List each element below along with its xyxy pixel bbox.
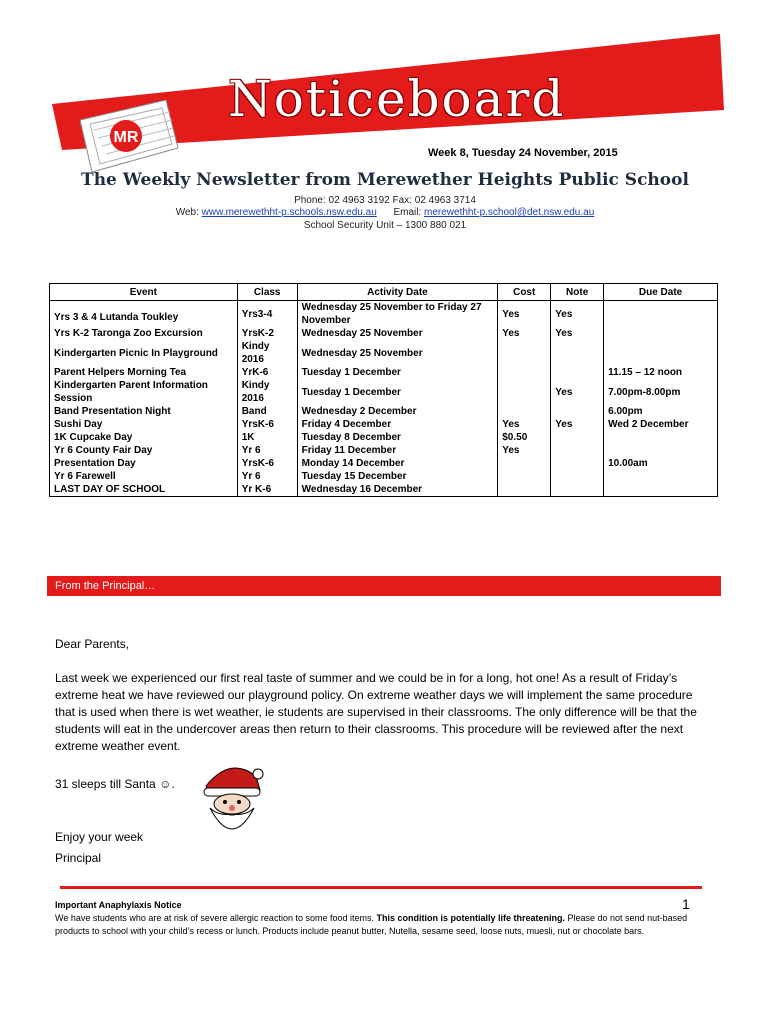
class-cell: YrsK-6: [237, 457, 297, 470]
web-email-line: [0, 207, 770, 218]
email-label: Email:: [393, 207, 422, 218]
table-row: [50, 301, 718, 328]
class-cell: YrK-6: [237, 366, 297, 379]
event-cell: Sushi Day: [50, 418, 238, 431]
table-row: [50, 431, 718, 444]
class-cell: Yr K-6: [237, 483, 297, 497]
cost-cell: Yes: [498, 327, 551, 340]
noticeboard-banner: [52, 34, 724, 150]
header-due-date: Due Date: [604, 284, 718, 301]
santa-line: 31 sleeps till Santa ☺.: [55, 777, 175, 791]
anaphylaxis-title: Important Anaphylaxis Notice: [55, 900, 182, 910]
class-cell: Yr 6: [237, 470, 297, 483]
cost-cell: [498, 470, 551, 483]
header-event: Event: [50, 284, 238, 301]
anaphylaxis-warning: This condition is potentially life threatening.: [376, 913, 566, 923]
due-date-cell: [604, 431, 718, 444]
cost-cell: [498, 366, 551, 379]
due-date-cell: 6.00pm: [604, 405, 718, 418]
event-cell: Yr 6 County Fair Day: [50, 444, 238, 457]
due-date-cell: [604, 483, 718, 497]
principal-heading: From the Principal…: [47, 576, 721, 596]
web-link[interactable]: www.merewethht-p.schools.nsw.edu.au: [201, 207, 377, 218]
due-date-cell: [604, 340, 718, 366]
event-cell: Presentation Day: [50, 457, 238, 470]
note-cell: [551, 470, 604, 483]
class-cell: YrsK-6: [237, 418, 297, 431]
activity-date-cell: Wednesday 16 December: [297, 483, 498, 497]
table-row: [50, 340, 718, 366]
note-cell: [551, 431, 604, 444]
phone-fax: Phone: 02 4963 3192 Fax: 02 4963 3714: [294, 195, 476, 206]
class-cell: Yr 6: [237, 444, 297, 457]
security-line: School Security Unit – 1300 880 021: [303, 220, 467, 231]
cost-cell: [498, 483, 551, 497]
noticeboard-title: Noticeboard: [228, 70, 566, 128]
due-date-cell: 7.00pm-8.00pm: [604, 379, 718, 405]
event-cell: 1K Cupcake Day: [50, 431, 238, 444]
note-cell: [551, 457, 604, 470]
activity-date-cell: Wednesday 25 November: [297, 327, 498, 340]
note-cell: Yes: [551, 379, 604, 405]
cost-cell: Yes: [498, 418, 551, 431]
table-row: [50, 327, 718, 340]
event-cell: Parent Helpers Morning Tea: [50, 366, 238, 379]
activity-date-cell: Tuesday 1 December: [297, 366, 498, 379]
activity-date-cell: Friday 4 December: [297, 418, 498, 431]
signature: Principal: [55, 851, 102, 865]
anaphylaxis-notice: [55, 912, 715, 938]
table-row: [50, 470, 718, 483]
newsletter-title: The Weekly Newsletter from Merewether Heights Public School: [81, 170, 689, 190]
cost-cell: [498, 340, 551, 366]
class-cell: Kindy 2016: [237, 379, 297, 405]
table-row: [50, 379, 718, 405]
table-row: [50, 418, 718, 431]
due-date-cell: 10.00am: [604, 457, 718, 470]
table-header-row: [50, 284, 718, 301]
header-activity-date: Activity Date: [297, 284, 498, 301]
due-date-cell: Wed 2 December: [604, 418, 718, 431]
event-cell: Yrs K-2 Taronga Zoo Excursion: [50, 327, 238, 340]
activity-date-cell: Wednesday 2 December: [297, 405, 498, 418]
header-cost: Cost: [498, 284, 551, 301]
activity-date-cell: Tuesday 1 December: [297, 379, 498, 405]
note-cell: [551, 444, 604, 457]
cost-cell: $0.50: [498, 431, 551, 444]
note-cell: [551, 483, 604, 497]
principal-paragraph: Last week we experienced our first real taste of summer and we could be in for a long, hot one! As a result of Friday’s extreme heat we have reviewed our playground policy. On extreme weather days we will implement the same procedure that is used when there is wet weather, ie students are supervised in their classrooms. The only difference will be that the students will eat in the undercover areas then return to their classrooms. This procedure will be reviewed after the next extreme weather event.: [55, 671, 697, 753]
due-date-cell: [604, 444, 718, 457]
header-class: Class: [237, 284, 297, 301]
note-cell: [551, 366, 604, 379]
table-row: [50, 457, 718, 470]
events-table: [49, 283, 718, 497]
event-cell: Yr 6 Farewell: [50, 470, 238, 483]
activity-date-cell: Friday 11 December: [297, 444, 498, 457]
note-cell: Yes: [551, 327, 604, 340]
table-row: [50, 405, 718, 418]
table-row: [50, 444, 718, 457]
class-cell: Band: [237, 405, 297, 418]
activity-date-cell: Tuesday 8 December: [297, 431, 498, 444]
school-logo: [74, 90, 184, 174]
table-row: [50, 366, 718, 379]
note-cell: Yes: [551, 418, 604, 431]
page-number: 1: [682, 896, 690, 912]
event-cell: LAST DAY OF SCHOOL: [50, 483, 238, 497]
note-cell: [551, 405, 604, 418]
event-cell: Yrs 3 & 4 Lutanda Toukley: [50, 301, 238, 328]
table-row: [50, 483, 718, 497]
event-cell: Kindergarten Parent Information Session: [50, 379, 238, 405]
due-date-cell: 11.15 – 12 noon: [604, 366, 718, 379]
event-cell: Kindergarten Picnic In Playground: [50, 340, 238, 366]
footer-divider: [60, 886, 702, 889]
greeting: Dear Parents,: [55, 637, 130, 651]
web-label: Web:: [175, 207, 199, 218]
due-date-cell: [604, 327, 718, 340]
cost-cell: [498, 457, 551, 470]
activity-date-cell: Wednesday 25 November: [297, 340, 498, 366]
class-cell: Kindy 2016: [237, 340, 297, 366]
cost-cell: [498, 405, 551, 418]
due-date-cell: [604, 301, 718, 328]
activity-date-cell: Monday 14 December: [297, 457, 498, 470]
anaphylaxis-intro: We have students who are at risk of severe allergic reaction to some food items.: [55, 913, 377, 923]
anaphylaxis-rest: Please do not send nut-based products to school with your child’s recess or lunch. Products include peanut butter, Nutella, sesame seed, loose nuts, muesli, nut or chocolate bars.: [55, 913, 688, 936]
svg-text:MR: MR: [113, 129, 139, 146]
due-date-cell: [604, 470, 718, 483]
email-link[interactable]: merewethht-p.school@det.nsw.edu.au: [424, 207, 595, 218]
class-cell: Yrs3-4: [237, 301, 297, 328]
cost-cell: Yes: [498, 301, 551, 328]
activity-date-cell: Wednesday 25 November to Friday 27 November: [297, 301, 498, 328]
header-note: Note: [551, 284, 604, 301]
class-cell: YrsK-2: [237, 327, 297, 340]
issue-date: Week 8, Tuesday 24 November, 2015: [428, 147, 618, 159]
cost-cell: Yes: [498, 444, 551, 457]
class-cell: 1K: [237, 431, 297, 444]
santa-image: [200, 760, 264, 834]
activity-date-cell: Tuesday 15 December: [297, 470, 498, 483]
closing: Enjoy your week: [55, 830, 144, 844]
cost-cell: [498, 379, 551, 405]
event-cell: Band Presentation Night: [50, 405, 238, 418]
note-cell: [551, 340, 604, 366]
note-cell: Yes: [551, 301, 604, 328]
